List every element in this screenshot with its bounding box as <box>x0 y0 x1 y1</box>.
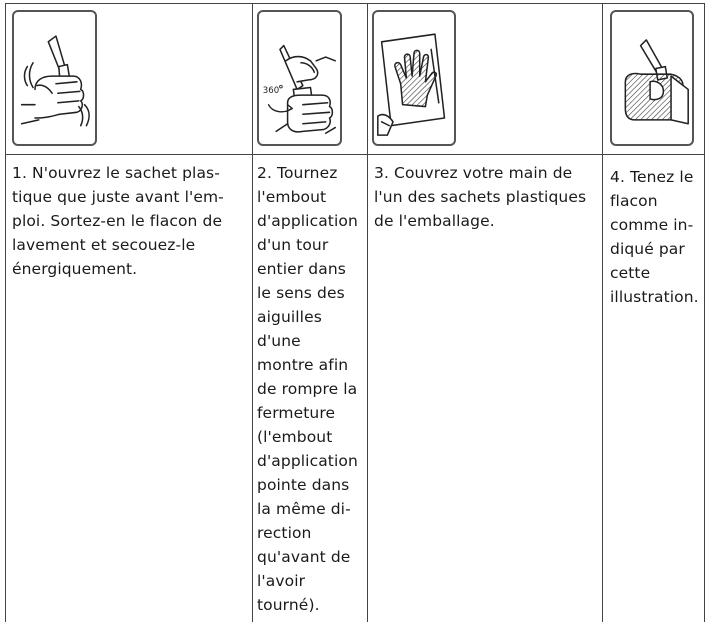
shaking-bottle-hand-icon <box>12 10 97 146</box>
gloved-hand-holding-bottle-icon <box>610 10 694 146</box>
glove-bag-hand-icon <box>372 10 456 146</box>
step-3-text: 3. Couvrez votre main de l'un des sachets plastiques de l'emballage. <box>374 164 587 230</box>
twist-cap-hands-icon <box>257 10 342 146</box>
row-divider <box>5 154 705 155</box>
step-2-text: 2. Tournez l'embout d'application d'un tour entier dans le sens des aiguilles d'une montre afin de rompre la fermeture (l'embout d'application pointe dans la même di- rection qu'avant de l'avoir tourné). <box>257 164 358 614</box>
step-4-text: 4. Tenez le flacon comme in- diqué par cette illustration. <box>610 168 699 306</box>
rotation-label: 360 <box>262 86 280 97</box>
step-1-text: 1. N'ouvrez le sachet plas- tique que juste avant l'em- ploi. Sortez-en le flacon de lavement et secouez-le énergiquement. <box>12 164 224 278</box>
